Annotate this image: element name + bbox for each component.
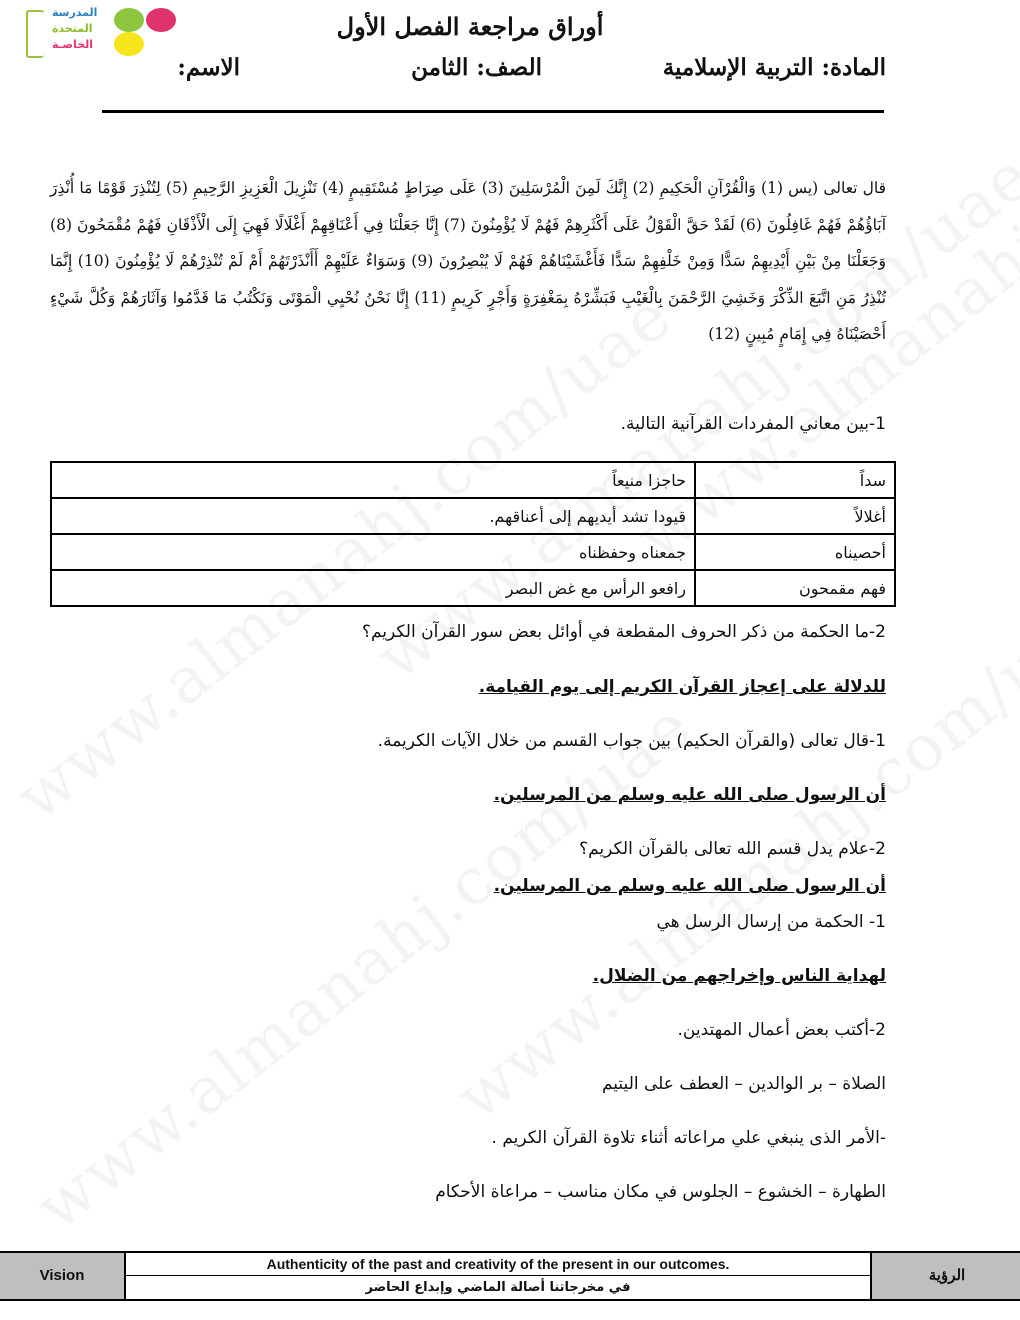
- vocab-word: فهم مقمحون: [695, 570, 895, 606]
- question-4-prompt: 2-علام يدل قسم الله تعالى بالقرآن الكريم؟: [579, 839, 886, 859]
- question-4-answer: أن الرسول صلى الله عليه وسلم من المرسلين.: [493, 876, 886, 896]
- footer-english-statement: Authenticity of the past and creativity of the present in our outcomes.: [126, 1253, 870, 1276]
- vision-footer: [0, 1251, 1020, 1301]
- footer-vision-cell-arabic: [870, 1253, 1020, 1299]
- logo-dot-icon: [114, 32, 144, 56]
- question-6-prompt: 2-أكتب بعض أعمال المهتدين.: [677, 1020, 886, 1040]
- page-title: أوراق مراجعة الفصل الأول: [336, 12, 604, 41]
- vocab-meaning: حاجزا منيعاً: [51, 462, 695, 498]
- header-divider: [102, 110, 884, 113]
- vocab-word: أغلالاً: [695, 498, 895, 534]
- question-2-answer: للدلالة على إعجاز القرآن الكريم إلى يوم القيامة.: [478, 677, 886, 697]
- footer-arabic-statement: في مخرجاتنا أصالة الماضي وإبداع الحاضر: [365, 1280, 631, 1295]
- table-row: [51, 570, 895, 606]
- logo-dot-icon: [146, 8, 176, 32]
- student-name-label: الاسم:: [177, 54, 240, 81]
- question-7-prompt: -الأمر الذى ينبغي علي مراعاته أثناء تلاوة القرآن الكريم .: [491, 1128, 886, 1148]
- vocabulary-table: [50, 461, 896, 607]
- table-row: [51, 498, 895, 534]
- school-logo: [22, 4, 182, 58]
- footer-vision-label-arabic: الرؤية: [928, 1267, 966, 1284]
- vocab-meaning: جمعناه وحفظناه: [51, 534, 695, 570]
- vocab-word: سداً: [695, 462, 895, 498]
- question-3-answer: أن الرسول صلى الله عليه وسلم من المرسلين.: [493, 785, 886, 805]
- logo-line-2: المتحدة: [52, 22, 93, 35]
- question-1-prompt: 1-بين معاني المفردات القرآنية التالية.: [620, 414, 886, 434]
- question-6-answer: الصلاة – بر الوالدين – العطف على اليتيم: [601, 1074, 886, 1094]
- question-5-answer: لهداية الناس وإخراجهم من الضلال.: [592, 966, 886, 986]
- quran-verse: قال تعالى (يس (1) وَالْقُرْآنِ الْحَكِيمِ (2) إِنَّكَ لَمِنَ الْمُرْسَلِينَ (3) عَلَى صِرَاطٍ مُسْتَقِيمٍ (4) تَنْزِيلَ الْعَزِيزِ الرَّحِيمِ (5) لِتُنْذِرَ قَوْمًا مَا أُنْذِرَ آبَاؤُهُمْ فَهُمْ غَافِلُونَ (6) لَقَدْ حَقَّ الْقَوْلُ عَلَى أَكْثَرِهِمْ فَهُمْ لَا يُؤْمِنُونَ (7) إِنَّا جَعَلْنَا فِي أَعْنَاقِهِمْ أَغْلَالًا فَهِيَ إِلَى الْأَذْقَانِ فَهُمْ مُقْمَحُونَ (8) وَجَعَلْنَا مِنْ بَيْنِ أَيْدِيهِمْ سَدًّا وَمِنْ خَلْفِهِمْ سَدًّا فَأَغْشَيْنَاهُمْ فَهُمْ لَا يُبْصِرُونَ (9) وَسَوَاءٌ عَلَيْهِمْ أَأَنْذَرْتَهُمْ أَمْ لَمْ تُنْذِرْهُمْ لَا يُؤْمِنُونَ (10) إِنَّمَا تُنْذِرُ مَنِ اتَّبَعَ الذِّكْرَ وَخَشِيَ الرَّحْمَنَ بِالْغَيْبِ فَبَشِّرْهُ بِمَغْفِرَةٍ وَأَجْرٍ كَرِيمٍ (11) إِنَّا نَحْنُ نُحْيِي الْمَوْتَى وَنَكْتُبُ مَا قَدَّمُوا وَآثَارَهُمْ وَكُلَّ شَيْءٍ أَحْصَيْنَاهُ فِي إِمَامٍ مُبِينٍ (12): [50, 179, 887, 343]
- question-7-answer: الطهارة – الخشوع – الجلوس في مكان مناسب – مراعاة الأحكام: [435, 1182, 886, 1202]
- table-row: [51, 534, 895, 570]
- logo-mark-icon: [26, 10, 44, 58]
- vocab-meaning: قيودا تشد أيديهم إلى أعناقهم.: [51, 498, 695, 534]
- vocab-word: أحصيناه: [695, 534, 895, 570]
- logo-dot-icon: [114, 8, 144, 32]
- question-2-prompt: 2-ما الحكمة من ذكر الحروف المقطعة في أوائل بعض سور القرآن الكريم؟: [361, 622, 886, 642]
- table-row: [51, 462, 895, 498]
- footer-vision-label: Vision: [39, 1267, 85, 1284]
- grade-label: الصف: الثامن: [411, 54, 542, 81]
- subject-label: المادة: التربية الإسلامية: [662, 54, 886, 81]
- logo-line-1: المدرسة: [52, 6, 98, 19]
- logo-line-3: الخاصـة: [52, 38, 94, 51]
- vocab-meaning: رافعو الرأس مع غض البصر: [51, 570, 695, 606]
- footer-vision-cell: [0, 1253, 126, 1299]
- question-5-prompt: 1- الحكمة من إرسال الرسل هي: [656, 912, 886, 932]
- question-3-prompt: 1-قال تعالى (والقرآن الحكيم) بين جواب القسم من خلال الآيات الكريمة.: [377, 731, 886, 751]
